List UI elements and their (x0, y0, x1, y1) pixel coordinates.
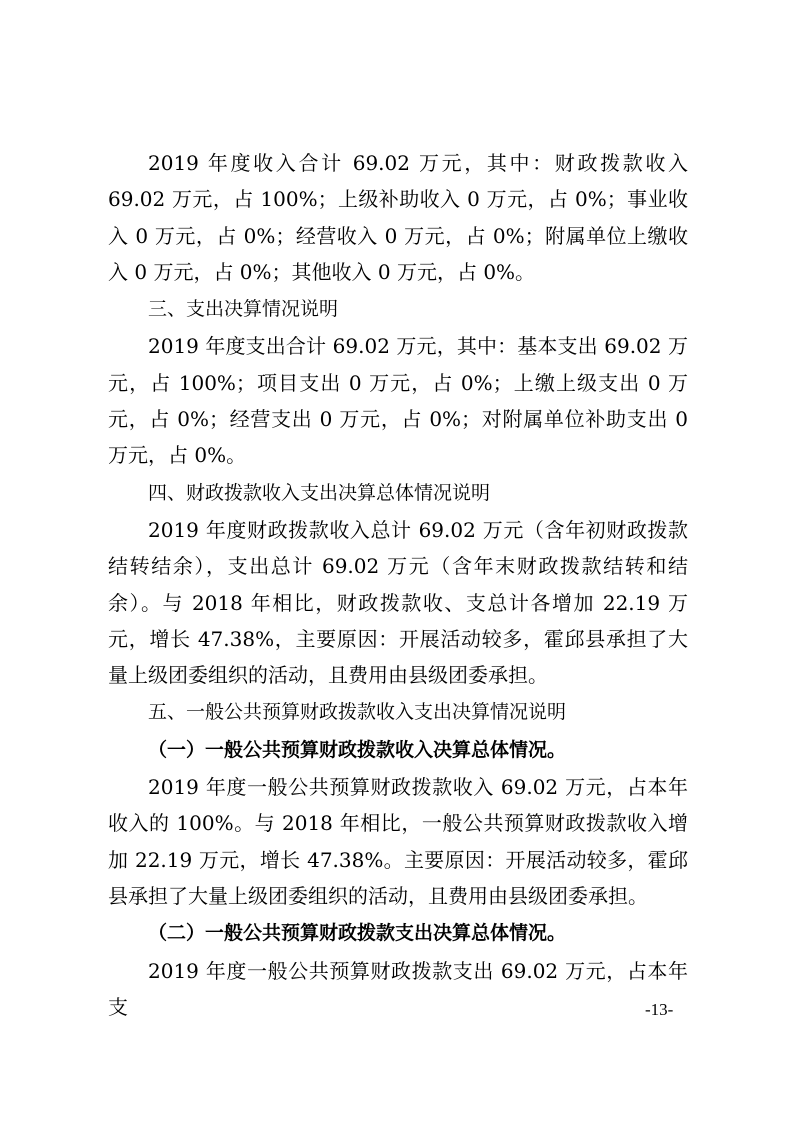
fiscal-overall-paragraph: 2019 年度财政拨款收入总计 69.02 万元（含年初财政拨款结转结余），支出总计 69.02 万元（含年末财政拨款结转和结余）。与 2018 年相比，财政拨款收、支总计各增加 22.19 万元，增长 47.38%，主要原因：开展活动较多，霍邱县承担了大量上级团委组织的活动，且费用由县级团委承担。 (108, 517, 688, 688)
section-heading-fiscal-overall: 四、财政拨款收入支出决算总体情况说明 (148, 481, 491, 504)
general-income-paragraph: 2019 年度一般公共预算财政拨款收入 69.02 万元，占本年收入的 100%。与 2018 年相比，一般公共预算财政拨款收入增加 22.19 万元，增长 47.38%。主要原因：开展活动较多，霍邱县承担了大量上级团委组织的活动，且费用由县级团委承担。 (108, 775, 688, 908)
page-number: -13- (645, 1000, 674, 1019)
expense-paragraph: 2019 年度支出合计 69.02 万元，其中：基本支出 69.02 万元，占 100%；项目支出 0 万元，占 0%；上缴上级支出 0 万元，占 0%；经营支出 0 万元，占 0%；对附属单位补助支出 0 万元，占 0%。 (108, 334, 688, 468)
section-heading-general-budget: 五、一般公共预算财政拨款收入支出决算情况说明 (148, 701, 567, 724)
subheading-general-income: （一）一般公共预算财政拨款收入决算总体情况。 (148, 738, 567, 761)
subheading-general-expense: （二）一般公共预算财政拨款支出决算总体情况。 (148, 922, 567, 945)
income-paragraph: 2019 年度收入合计 69.02 万元，其中：财政拨款收入 69.02 万元，占 100%；上级补助收入 0 万元，占 0%；事业收入 0 万元，占 0%；经营收入 0 万元，占 0%；附属单位上缴收入 0 万元，占 0%；其他收入 0 万元，占 0%。 (108, 151, 688, 284)
section-heading-expense: 三、支出决算情况说明 (148, 298, 339, 321)
general-expense-paragraph: 2019 年度一般公共预算财政拨款支出 69.02 万元，占本年支 (108, 958, 688, 1019)
document-body (108, 145, 688, 1025)
